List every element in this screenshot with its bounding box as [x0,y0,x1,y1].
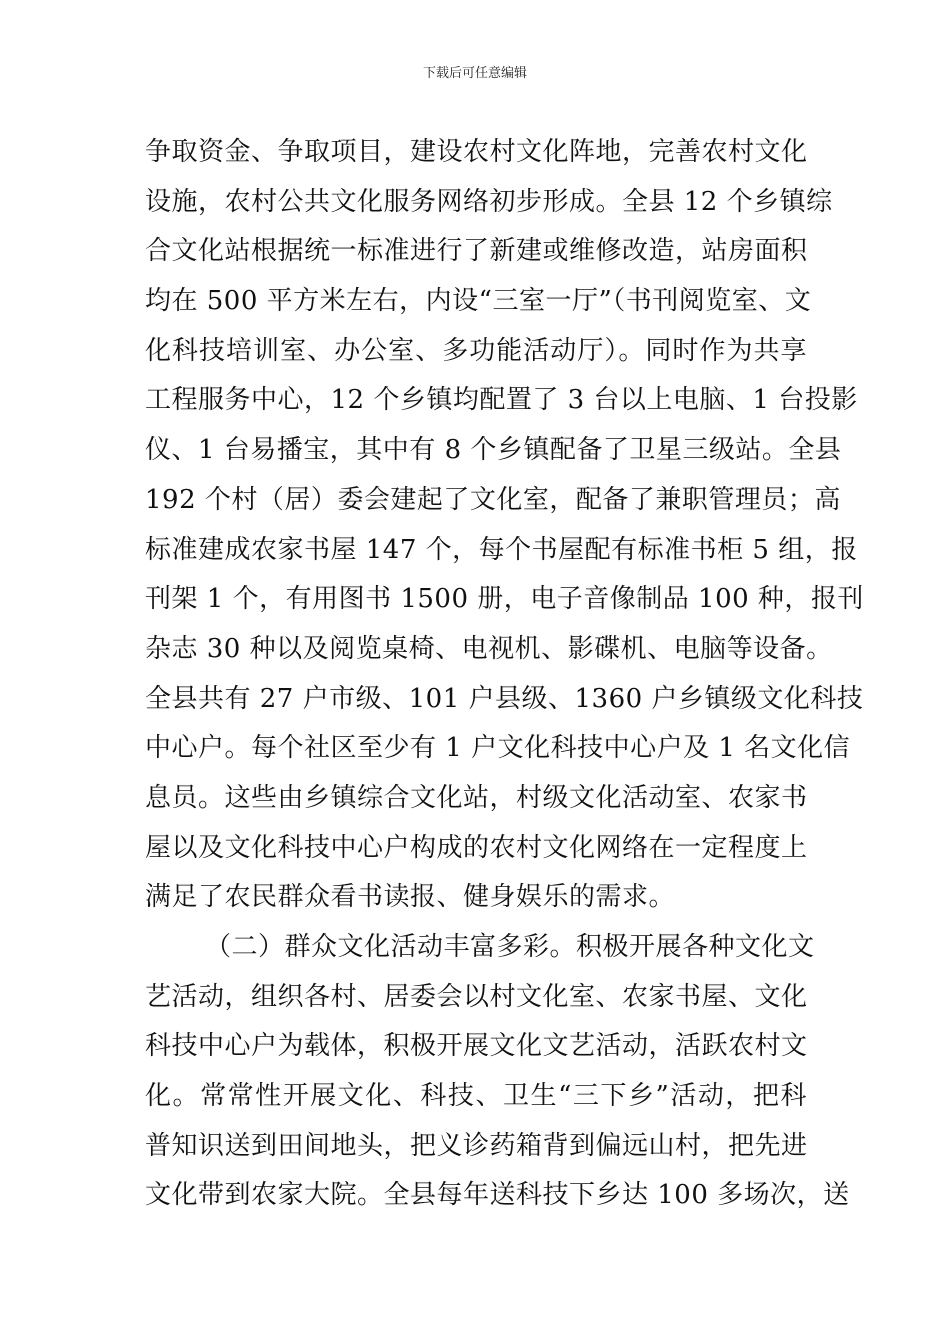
text-line: 刊架 1 个，有用图书 1500 册，电子音像制品 100 种，报刊 [145,584,864,615]
text-line: 息员。这些由乡镇综合文化站，村级文化活动室、农家书 [145,782,808,813]
paragraph-last-line: 满足了农民群众看书读报、健身娱乐的需求。 [145,882,676,913]
text-line: 全县共有 27 户市级、101 户县级、1360 户乡镇级文化科技 [145,683,864,714]
text-line: 设施，农村公共文化服务网络初步形成。全县 12 个乡镇综 [145,186,833,217]
text-line: 杂志 30 种以及阅览桌椅、电视机、影碟机、电脑等设备。 [145,633,833,664]
text-line: 化科技培训室、办公室、多功能活动厅）。同时作为共享 [145,335,807,366]
text-line: 中心户。每个社区至少有 1 户文化科技中心户及 1 名文化信 [145,733,851,764]
page-header-note: 下载后可任意编辑 [422,66,527,81]
text-line: 合文化站根据统一标准进行了新建或维修改造，站房面积 [145,236,808,267]
text-line: 普知识送到田间地头，把义诊药箱背到偏远山村，把先进 [145,1130,808,1161]
text-line: 均在 500 平方米左右，内设“三室一厅”（书刊阅览室、文 [145,286,812,317]
text-line: 化。常常性开展文化、科技、卫生“三下乡”活动，把科 [145,1081,807,1112]
text-line: 仪、1 台易播宝，其中有 8 个乡镇配备了卫星三级站。全县 [145,435,842,466]
text-line: 争取资金、争取项目，建设农村文化阵地，完善农村文化 [145,137,808,167]
text-line: 文化带到农家大院。全县每年送科技下乡达 100 多场次，送 [145,1180,850,1211]
document-body [145,128,864,1221]
text-line: 艺活动，组织各村、居委会以村文化室、农家书屋、文化 [145,981,808,1012]
text-line: 标准建成农家书屋 147 个，每个书屋配有标准书柜 5 组，报 [145,534,858,565]
text-line: 屋以及文化科技中心户构成的农村文化网络在一定程度上 [145,832,808,863]
section-heading-line: （二）群众文化活动丰富多彩。积极开展各种文化文 [205,932,815,962]
text-line: 科技中心户为载体，积极开展文化文艺活动，活跃农村文 [145,1031,808,1062]
text-line: 192 个村（居）委会建起了文化室，配备了兼职管理员；高 [145,484,841,515]
text-line: 工程服务中心，12 个乡镇均配置了 3 台以上电脑、1 台投影 [145,385,858,416]
